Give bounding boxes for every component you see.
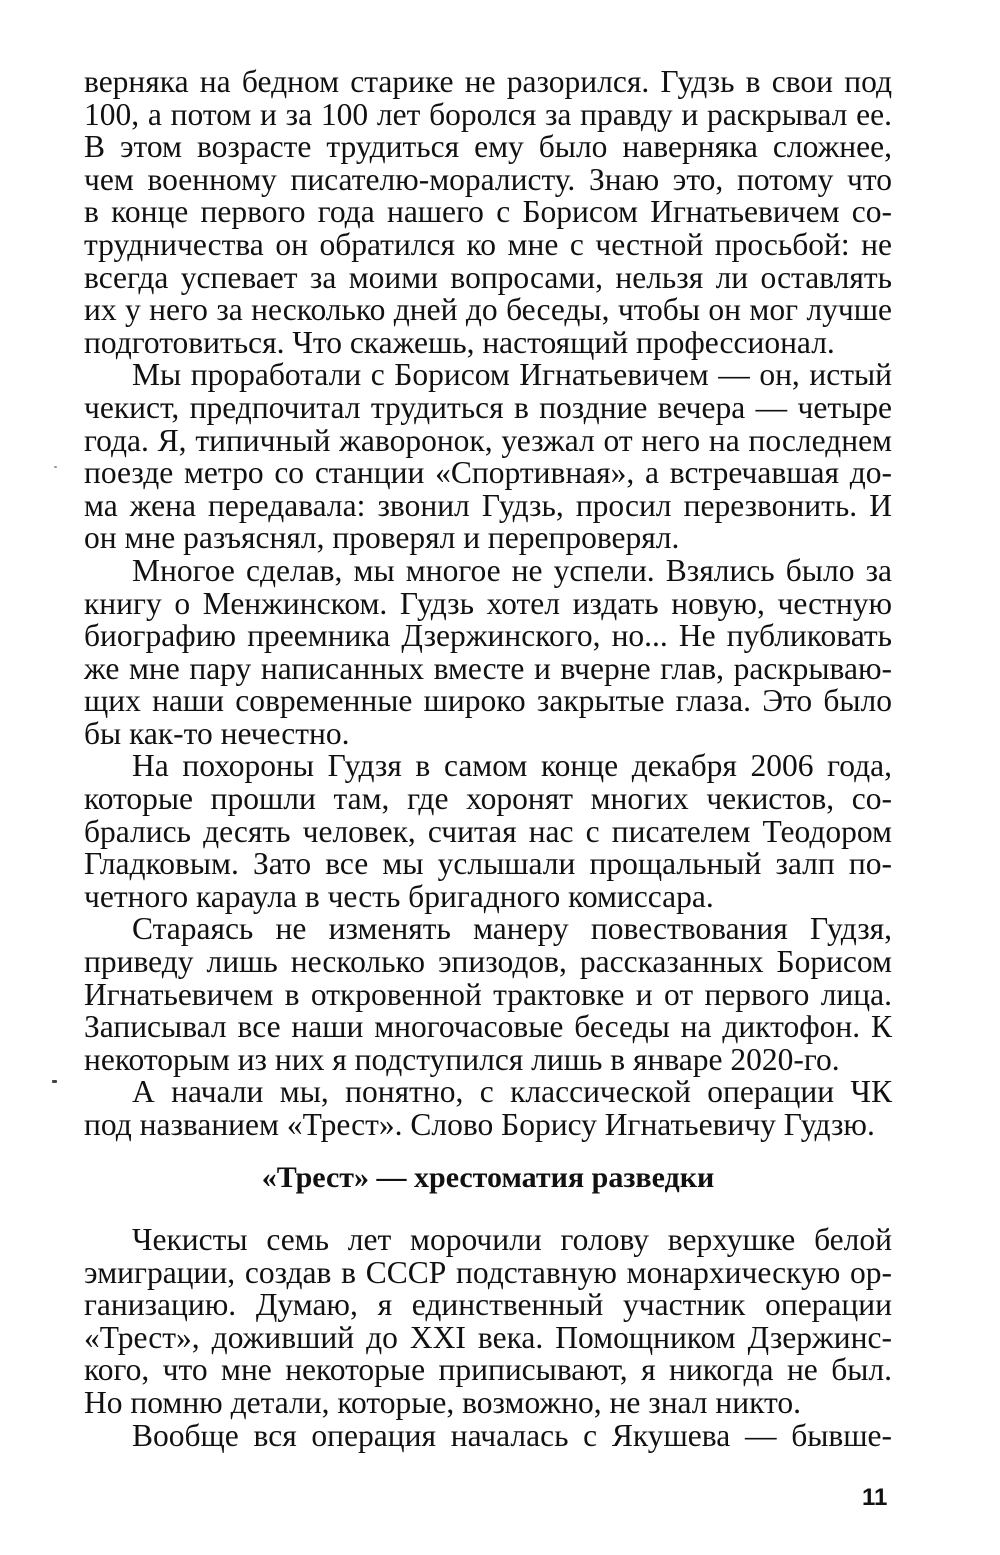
section-body-text <box>84 1224 892 1452</box>
text-line: 100, а потом и за 100 лет боролся за правду и раскрывал ее. <box>84 96 892 132</box>
text-line: в конце первого года нашего с Борисом Игнатьевичем со- <box>84 194 892 230</box>
text-line: Но помню детали, которые, возможно, не знал никто. <box>84 1384 801 1420</box>
text-line: подготовиться. Что скажешь, настоящий профессионал. <box>84 324 835 360</box>
text-line: чекист, предпочитал трудиться в поздние вечера — четыре <box>84 389 892 425</box>
text-line: поезде метро со станции «Спортивная», а встречавшая до- <box>84 455 892 491</box>
body-text <box>84 66 892 1142</box>
text-line: верняка на бедном старике не разорился. Гудзь в свои под <box>84 64 892 99</box>
text-line: ма жена передавала: звонил Гудзь, просил перезвонить. И <box>84 487 892 523</box>
text-line: А начали мы, понятно, с классической операции ЧК <box>132 1074 892 1110</box>
text-line: же мне пару написанных вместе и вчерне глав, раскрываю- <box>84 650 892 686</box>
text-line: Стараясь не изменять манеру повествования Гудзя, <box>132 911 892 947</box>
text-line: биографию преемника Дзержинского, но... Не публиковать <box>84 618 892 654</box>
text-line: приведу лишь несколько эпизодов, рассказанных Борисом <box>84 944 892 980</box>
section-heading: «Трест» — хрестоматия разведки <box>261 1161 715 1194</box>
text-line: некоторым из них я подступился лишь в январе 2020-го. <box>84 1041 840 1077</box>
text-line: четного караула в честь бригадного комиссара. <box>84 878 714 914</box>
text-line: книгу о Менжинском. Гудзь хотел издать новую, честную <box>84 585 892 621</box>
text-line: года. Я, типичный жаворонок, уезжал от него на последнем <box>84 422 892 458</box>
text-line: Чекисты семь лет морочили голову верхушке белой <box>132 1222 892 1257</box>
scan-speck <box>52 1080 57 1083</box>
text-line: чем военному писателю-моралисту. Знаю это, потому что <box>84 161 892 197</box>
text-line: Мы проработали с Борисом Игнатьевичем — он, истый <box>132 357 892 393</box>
text-line: которые прошли там, где хоронят многих чекистов, со- <box>84 781 892 817</box>
text-line: Гладковым. Зато все мы услышали прощальный залп по- <box>84 846 892 882</box>
scan-speck <box>54 466 57 468</box>
text-line: под названием «Трест». Слово Борису Игнатьевичу Гудзю. <box>84 1107 875 1142</box>
text-line: трудничества он обратился ко мне с честной просьбой: не <box>84 226 892 262</box>
text-line: бы как-то нечестно. <box>84 715 350 751</box>
text-line: всегда успевает за моими вопросами, нельзя ли оставлять <box>84 259 892 295</box>
page-number: 11 <box>862 1484 888 1511</box>
text-line: кого, что мне некоторые приписывают, я никогда не был. <box>84 1352 892 1388</box>
text-line: Вообще вся операция началась с Якушева — бывше- <box>132 1417 892 1453</box>
text-line: «Трест», доживший до XXI века. Помощником Дзержинс- <box>84 1319 892 1355</box>
text-line: ганизацию. Думаю, я единственный участник операции <box>84 1287 892 1323</box>
text-line: Многое сделав, мы многое не успели. Взялись было за <box>132 552 892 588</box>
text-line: щих наши современные широко закрытые глаза. Это было <box>84 683 892 719</box>
text-line: эмиграции, создав в СССР подставную монархическую ор- <box>84 1254 892 1290</box>
text-line: их у него за несколько дней до беседы, чтобы он мог лучше <box>84 292 892 328</box>
text-line: В этом возрасте трудиться ему было наверняка сложнее, <box>84 129 892 165</box>
text-line: брались десять человек, считая нас с писателем Теодором <box>84 813 892 849</box>
text-line: он мне разъяснял, проверял и перепроверял. <box>84 520 680 556</box>
text-line: Игнатьевичем в откровенной трактовке и от первого лица. <box>84 976 892 1012</box>
text-line: Записывал все наши многочасовые беседы на диктофон. К <box>84 1009 892 1045</box>
text-line: На похороны Гудзя в самом конце декабря 2006 года, <box>132 748 892 784</box>
